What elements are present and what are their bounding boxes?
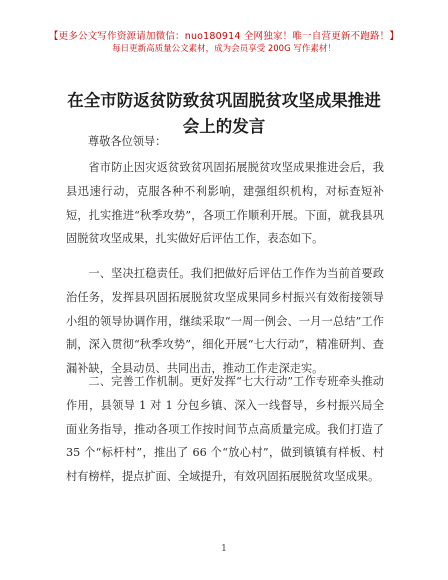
paragraph-responsibility: 一、坚决扛稳责任。我们把做好后评估工作作为当前首要政治任务，发挥县巩固拓展脱贫攻坚成果同乡村振兴有效衔接领导小组的领导协调作用，继续采取“一周一例会、一月一总结”工作制，深入贯彻“秋季攻势”，细化开展“七大行动”，精准研判、查漏补缺，全县动员、共同出击，推动工作走深走实。	[66, 267, 384, 376]
document-title: 在全市防返贫防致贫巩固脱贫攻坚成果推进会上的发言	[67, 91, 381, 136]
paragraph-mechanism: 二、完善工作机制。更好发挥“七大行动”工作专班牵头推动作用，县领导 1 对 1 分包乡镇、深入一线督导，乡村振兴局全面业务指导，推动各项工作按时间节点高质量完成。我们打造了 35 个“标杆村”，推出了 66 个“放心村”，做到镇镇有样板、村村有榜样，提点扩面、全域提升，有效巩固拓展脱贫攻坚成果。	[66, 375, 384, 484]
salutation: 尊敬各位领导：	[88, 135, 167, 148]
promo-banner-line-1: 【更多公文写作资源请加微信：nuo180914 全网独家！唯一自营更新不跑路！】	[48, 31, 400, 42]
page-number: 1	[221, 544, 227, 554]
promo-banner-line-2: 每日更新高质量公文素材，成为会员享受 200G 写作素材！	[112, 44, 336, 54]
paragraph-intro: 省市防止因灾返贫致贫巩固拓展脱贫攻坚成果推进会后，我县迅速行动，克服各种不利影响，建强组织机构，对标查短补短，扎实推进“秋季攻势”，各项工作顺利开展。下面，就我县巩固脱贫攻坚成果，扎实做好后评估工作，表态如下。	[66, 161, 384, 246]
